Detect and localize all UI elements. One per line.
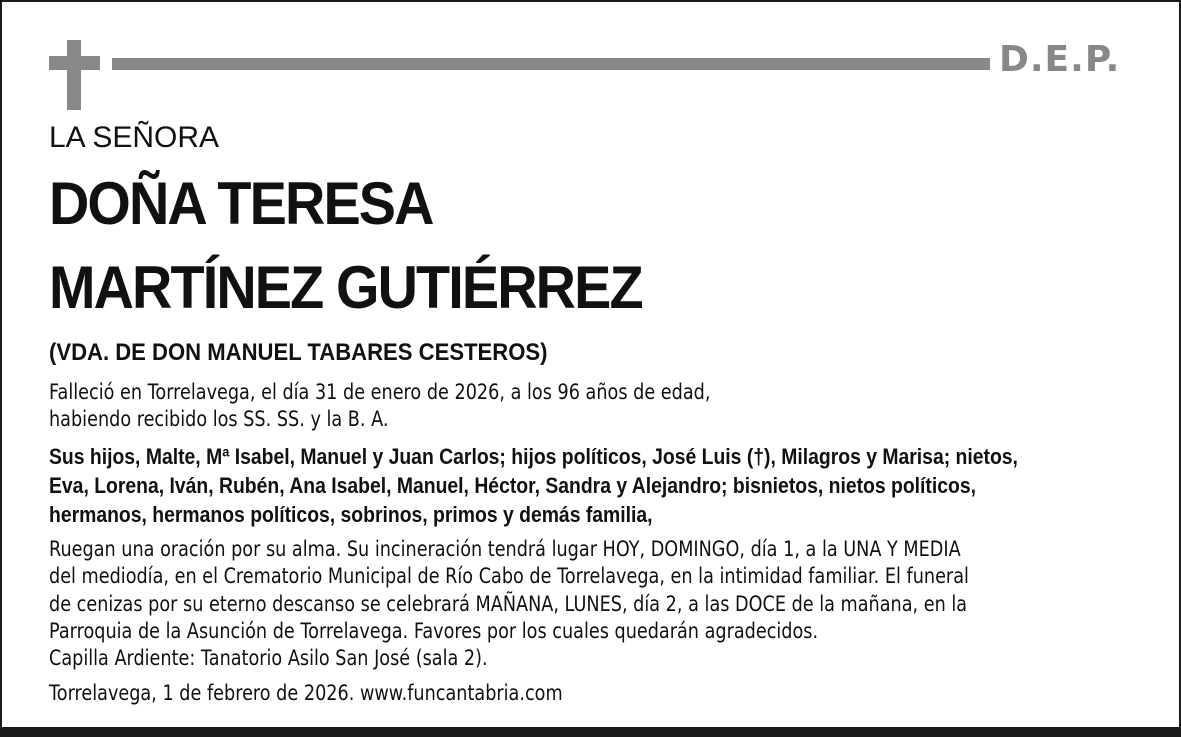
death-line: Falleció en Torrelavega, el día 31 de enero de 2026, a los 96 años de edad,	[49, 380, 711, 404]
family-line: Sus hijos, Malte, Mª Isabel, Manuel y Juan Carlos; hijos políticos, José Luis (†), Milagros y Marisa; nietos,	[49, 444, 1018, 469]
cross-horizontal-bar	[49, 56, 100, 70]
family-line: hermanos, hermanos políticos, sobrinos, primos y demás familia,	[49, 502, 653, 527]
service-line: Ruegan una oración por su alma. Su incineración tendrá lugar HOY, DOMINGO, día 1, a la UNA Y MEDIA	[49, 537, 961, 561]
pre-title: LA SEÑORA	[49, 121, 220, 154]
deceased-name-line-1: DOÑA TERESA	[49, 170, 433, 237]
footer-line: Torrelavega, 1 de febrero de 2026. www.funcantabria.com	[49, 681, 563, 705]
bottom-bar	[2, 727, 1179, 735]
deceased-name-line-2: MARTÍNEZ GUTIÉRREZ	[49, 254, 642, 321]
family-line: Eva, Lorena, Iván, Rubén, Ana Isabel, Manuel, Héctor, Sandra y Alejandro; bisnietos, nietos políticos,	[49, 473, 976, 498]
cross-vertical-bar	[67, 40, 81, 110]
chapel-line: Capilla Ardiente: Tanatorio Asilo San José (sala 2).	[49, 646, 488, 670]
widow-of: (VDA. DE DON MANUEL TABARES CESTEROS)	[49, 339, 548, 366]
dep-label: D.E.P.	[999, 39, 1121, 80]
death-line: habiendo recibido los SS. SS. y la B. A.	[49, 407, 389, 431]
header-rule	[112, 58, 990, 70]
service-line: Parroquia de la Asunción de Torrelavega. Favores por los cuales quedarán agradecidos.	[49, 619, 819, 643]
service-line: del mediodía, en el Crematorio Municipal de Río Cabo de Torrelavega, en la intimidad familiar. El funeral	[49, 564, 969, 588]
service-line: de cenizas por su eterno descanso se celebrará MAÑANA, LUNES, día 2, a las DOCE de la mañana, en la	[49, 592, 968, 616]
